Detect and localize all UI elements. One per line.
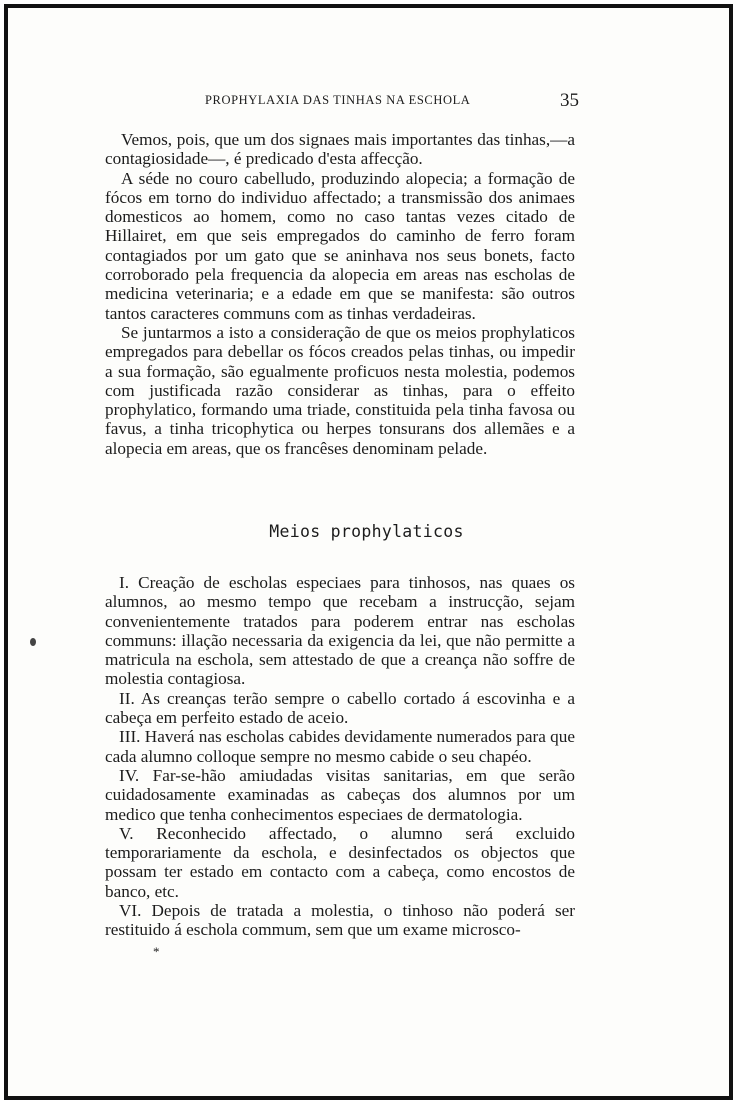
rule-item: V. Reconhecido affectado, o alumno será excluido temporariamente da eschola, e desinfectados os objectos que possam ter estado em contacto com a cabeça, como encostos de banco, etc. [105,823,575,901]
page-number: 35 [560,90,579,111]
prophylactic-rules [105,573,575,940]
intro-text [105,130,575,458]
rule-item: IV. Far-se-hão amiudadas visitas sanitarias, em que serão cuidadosamente examinadas as cabeças dos alumnos por um medico que tenha conhecimentos especiaes de dermatologia. [105,765,575,824]
rule-item: I. Creação de escholas especiaes para tinhosos, nas quaes os alumnos, ao mesmo tempo que recebam a instrucção, sejam convenientemente tratados para poderem entrar nas escholas communs: illação necessaria da exigencia da lei, que não permitte a matricula na eschola, sem attestado de que a creança não soffre de molestia contagiosa. [105,573,575,689]
rule-item: II. As creanças terão sempre o cabello cortado á escovinha e a cabeça em perfeito estado de aceio. [105,688,575,728]
paragraph: Vemos, pois, que um dos signaes mais importantes das tinhas,—a contagiosidade—, é predicado d'esta affecção. [105,130,575,169]
paragraph: Se juntarmos a isto a consideração de que os meios prophylaticos empregados para debellar os fócos creados pelas tinhas, ou impedir a sua formação, são egualmente proficuos nesta molestia, podemos com justificada razão considerar as tinhas, para o effeito prophylatico, formando uma triade, constituida pela tinha favosa ou favus, a tinha tricophytica ou herpes tonsurans dos allemães e a alopecia em areas, que os francêses denominam pelade. [105,322,575,458]
signature-mark: * [153,944,160,959]
running-head: PROPHYLAXIA DAS TINHAS NA ESCHOLA [205,93,471,107]
paragraph: A séde no couro cabelludo, produzindo alopecia; a formação de fócos em torno do individuo affectado; a transmissão dos animaes domesticos ao homem, como no caso tantas vezes citado de Hillairet, em que seis empregados do caminho de ferro foram contagiados por um gato que se aninhava nos seus bonets, facto corroborado pela frequencia da alopecia em areas nas escholas de medicina veterinaria; e a edade em que se manifesta: são outros tantos caracteres communs com as tinhas verdadeiras. [105,168,575,323]
section-heading: Meios prophylaticos [269,522,464,541]
ink-speck [30,638,36,646]
rule-item: III. Haverá nas escholas cabides devidamente numerados para que cada alumno colloque sempre no mesmo cabide o seu chapéo. [105,727,575,766]
rule-item: VI. Depois de tratada a molestia, o tinhoso não poderá ser restituido á eschola commum, sem que um exame microsco- [105,901,575,940]
page-header [0,90,733,111]
